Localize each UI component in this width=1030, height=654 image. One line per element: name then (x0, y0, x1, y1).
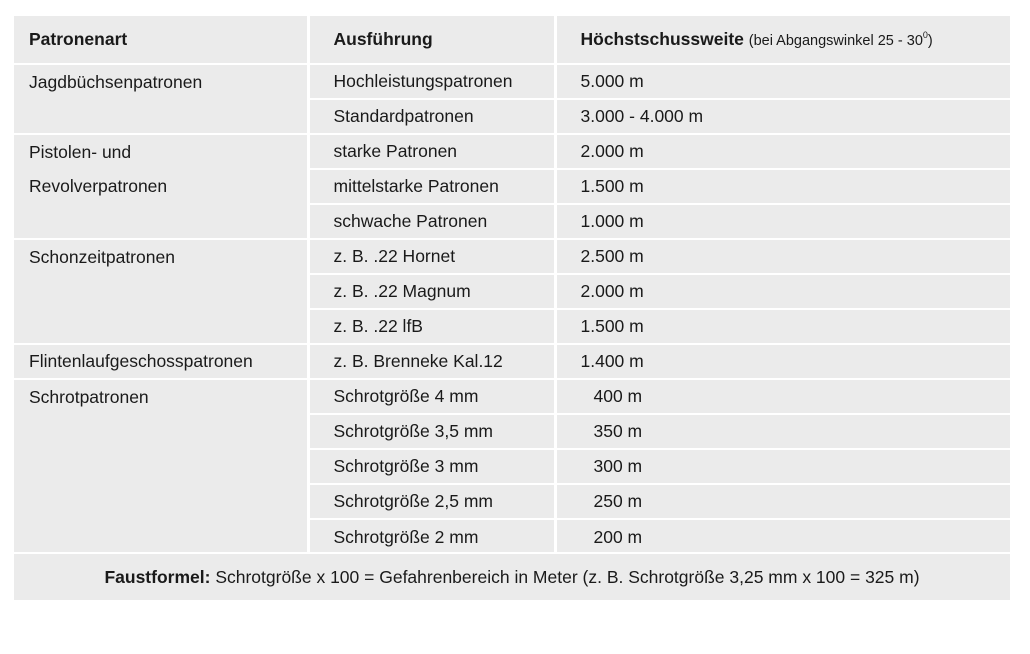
ausfuehrung-cell: z. B. .22 Magnum (308, 274, 555, 309)
patronenart-cell-empty (14, 309, 308, 344)
ausfuehrung-cell: Schrotgröße 2 mm (308, 519, 555, 554)
ausfuehrung-cell: z. B. Brenneke Kal.12 (308, 344, 555, 379)
patronenart-cell: Schrotpatronen (14, 379, 308, 414)
patronenart-cell: Jagdbüchsenpatronen (14, 64, 308, 99)
ausfuehrung-cell: mittelstarke Patronen (308, 169, 555, 204)
hoechstschussweite-cell: 2.500 m (555, 239, 1010, 274)
ammunition-range-table (14, 16, 1010, 554)
rule-of-thumb-footer (14, 552, 1010, 600)
patronenart-cell-empty (14, 414, 308, 449)
table-row (14, 169, 1010, 204)
ausfuehrung-cell: Schrotgröße 4 mm (308, 379, 555, 414)
ausfuehrung-cell: Schrotgröße 2,5 mm (308, 484, 555, 519)
hoechstschussweite-cell: 1.000 m (555, 204, 1010, 239)
ausfuehrung-cell: Schrotgröße 3 mm (308, 449, 555, 484)
header-hoechstschussweite (555, 16, 1010, 64)
header-ausfuehrung: Ausführung (308, 16, 555, 64)
hoechstschussweite-cell: 3.000 - 4.000 m (555, 99, 1010, 134)
degree-sup: 0 (922, 30, 928, 40)
table-row (14, 414, 1010, 449)
header-angle-note: (bei Abgangswinkel $25 - 30^0$) (748, 30, 933, 49)
table-row (14, 274, 1010, 309)
table-row (14, 309, 1010, 344)
table-body (14, 64, 1010, 554)
footer-label: Faustformel: (104, 567, 211, 587)
ausfuehrung-cell: z. B. .22 Hornet (308, 239, 555, 274)
patronenart-cell: Pistolen- und (14, 134, 308, 169)
header-hoechstschussweite-label: Höchstschussweite (580, 29, 744, 49)
hoechstschussweite-cell: 350 m (555, 414, 1010, 449)
hoechstschussweite-cell: 2.000 m (555, 274, 1010, 309)
patronenart-cell: Schonzeitpatronen (14, 239, 308, 274)
patronenart-cell-empty (14, 99, 308, 134)
patronenart-cell-empty: Revolverpatronen (14, 169, 308, 204)
hoechstschussweite-cell: 1.400 m (555, 344, 1010, 379)
hoechstschussweite-cell: 1.500 m (555, 309, 1010, 344)
patronenart-cell-empty (14, 519, 308, 554)
table-row (14, 449, 1010, 484)
hoechstschussweite-cell: 250 m (555, 484, 1010, 519)
table-row (14, 239, 1010, 274)
hoechstschussweite-cell: 400 m (555, 379, 1010, 414)
ausfuehrung-cell: Schrotgröße 3,5 mm (308, 414, 555, 449)
patronenart-cell-empty (14, 204, 308, 239)
hoechstschussweite-cell: 300 m (555, 449, 1010, 484)
patronenart-cell-empty (14, 484, 308, 519)
ausfuehrung-cell: starke Patronen (308, 134, 555, 169)
patronenart-cell-empty (14, 274, 308, 309)
patronenart-cell: Flintenlaufgeschosspatronen (14, 344, 308, 379)
table-row (14, 379, 1010, 414)
hoechstschussweite-cell: 200 m (555, 519, 1010, 554)
table-row (14, 64, 1010, 99)
table-row (14, 204, 1010, 239)
table-header-row (14, 16, 1010, 64)
table-row (14, 344, 1010, 379)
ausfuehrung-cell: Standardpatronen (308, 99, 555, 134)
patronenart-cell-empty (14, 449, 308, 484)
hoechstschussweite-cell: 5.000 m (555, 64, 1010, 99)
table-row (14, 134, 1010, 169)
hoechstschussweite-cell: 1.500 m (555, 169, 1010, 204)
ausfuehrung-cell: Hochleistungspatronen (308, 64, 555, 99)
ausfuehrung-cell: z. B. .22 lfB (308, 309, 555, 344)
table-row (14, 484, 1010, 519)
hoechstschussweite-cell: 2.000 m (555, 134, 1010, 169)
table-row (14, 99, 1010, 134)
table-row (14, 519, 1010, 554)
ausfuehrung-cell: schwache Patronen (308, 204, 555, 239)
header-patronenart: Patronenart (14, 16, 308, 64)
footer-text: Schrotgröße x 100 = Gefahrenbereich in Meter (z. B. Schrotgröße 3,25 mm x 100 = 325 m) (215, 567, 920, 587)
